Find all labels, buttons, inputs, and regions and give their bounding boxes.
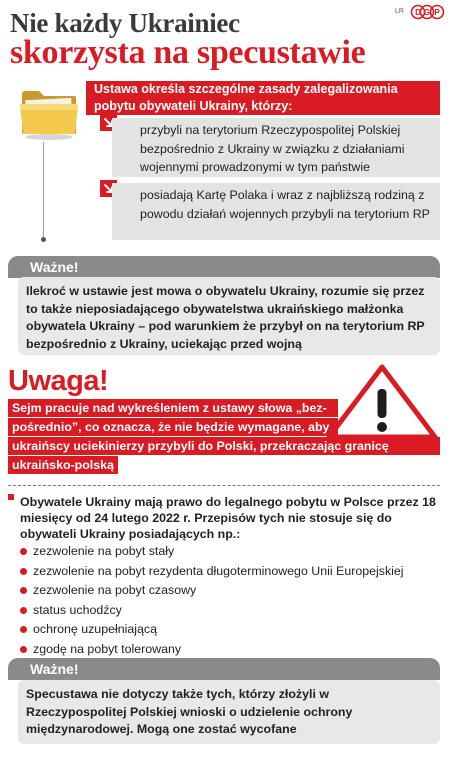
list-item [20,601,404,621]
list-item-text: status uchodźcy [33,602,122,617]
bullet-dot-icon [20,626,27,633]
list-item-text: zezwolenie na pobyt stały [33,544,175,558]
list-item [20,542,404,562]
list-item [20,562,404,582]
permits-list [20,542,404,660]
permits-intro: Obywatele Ukrainy mają prawo do legalnego pobytu w Polsce przez 18 miesięcy od 24 lutego 2022 r. Przepisów tych nie stosuje się do obywateli Ukrainy posiadających np.: [20,495,436,541]
wazne-box: Specustawa nie dotyczy także tych, którzy złożyli w Rzeczypospolitej Polskiej wnioski o udzielenie ochrony międzynarodowej. Mogą one zostać wycofane [18,680,440,744]
author-credit: LR [395,8,404,15]
list-item-text: zgodę na pobyt tolerowany [33,641,182,656]
uwaga-text-line: Sejm pracuje nad wykreśleniem z ustawy słowa „bez- [8,399,338,417]
list-item-text: zezwolenie na pobyt rezydenta długoterminowego Unii Europejskiej [33,563,404,578]
page-title-line2: skorzysta na specustawie [10,34,366,71]
bullet-dot-icon [20,646,27,653]
uwaga-text-line: ukraińsko-polską [8,456,118,474]
list-item-text: zezwolenie na pobyt czasowy [33,583,197,598]
uwaga-text-line: ukraińscy uciekinierzy przybyli do Polski, przekraczając granicę [8,437,440,455]
connector-line [43,142,44,238]
list-item [20,581,404,601]
warning-triangle-icon [326,364,438,440]
wazne-label: Ważne! [30,661,79,677]
uwaga-heading: Uwaga! [8,365,109,397]
bullet-dot-icon [20,568,27,575]
wazne-label: Ważne! [30,259,79,275]
dashed-separator [8,485,440,486]
bullet-dot-icon [20,548,27,555]
svg-text:P: P [434,8,440,17]
svg-text:G: G [423,8,431,17]
intro-banner: Ustawa określa szczególne zasady zalegalizowania pobytu obywateli Ukrainy, którzy: [86,81,440,115]
list-item [20,620,404,640]
svg-text:D: D [415,8,421,17]
list-item [20,640,404,660]
page-title-line1: Nie każdy Ukrainiec [10,8,240,38]
section-marker-icon [8,494,14,500]
connector-dot [41,237,46,242]
intro-item: przybyli na terytorium Rzeczypospolitej Polskiej bezpośrednio z Ukrainy w związku z działaniami wojennymi prowadzonymi w tym państwie [112,118,440,177]
uwaga-text-line: pośrednio”, co oznacza, że nie będzie wymagane, aby [8,418,338,436]
wazne-box: Ilekroć w ustawie jest mowa o obywatelu Ukrainy, rozumie się przez to także nieposiadającego obywatelstwa ukraińskiego małżonka obywatela Ukrainy – pod warunkiem że przybył on na terytorium RP bezpośrednio z Ukrainy, uciekając przed wojną [18,277,440,355]
dgp-logo-icon [410,4,446,20]
intro-item: posiadają Kartę Polaka i wraz z najbliższą rodziną z powodu działań wojennych przybyli na terytorium RP [112,183,440,240]
bullet-dot-icon [20,587,27,594]
folder-icon [18,86,80,140]
list-item-text: ochronę uzupełniającą [33,622,157,637]
bullet-dot-icon [20,607,27,614]
